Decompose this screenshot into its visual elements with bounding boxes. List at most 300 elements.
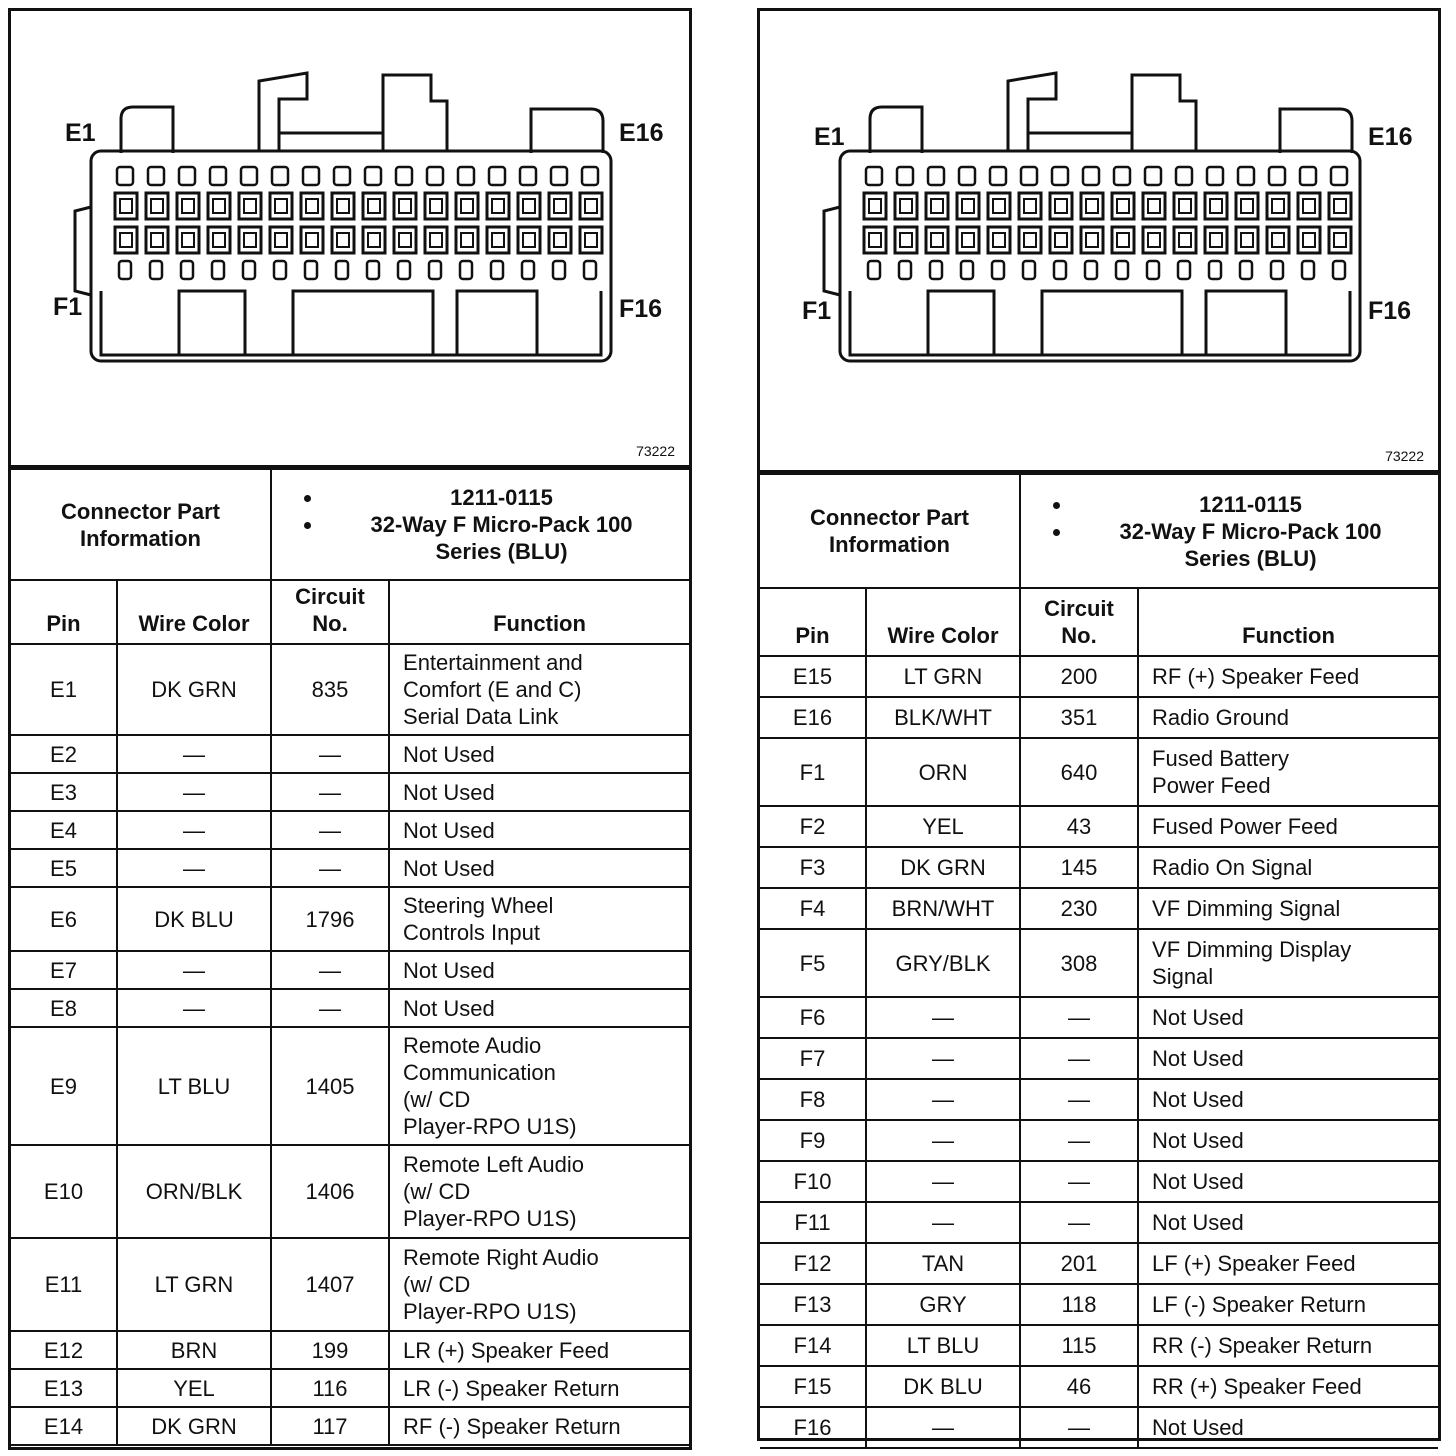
function-line: (w/ CD [403,1272,471,1297]
terminal-cavity-e [1267,193,1289,219]
function-cell [1138,1366,1438,1407]
connector-face-drawing [760,11,1438,470]
terminal-pin-e [120,199,132,213]
wire-color-cell: LT GRN [866,656,1020,697]
pin-cell: F7 [760,1038,866,1079]
terminal-latch-bottom [1054,261,1066,279]
wire-color-cell: DK BLU [866,1366,1020,1407]
circuit-cell: 43 [1020,806,1138,847]
connector-diagram [760,11,1438,473]
terminal-cavity-e [239,193,261,219]
wire-color-cell: — [117,951,271,989]
terminal-cavity-f [301,227,323,253]
pin-row [11,887,689,951]
pin-row [760,1284,1438,1325]
wire-color-cell: DK GRN [117,644,271,735]
terminal-latch-bottom [992,261,1004,279]
terminal-latch-top [272,167,288,185]
circuit-cell: 1406 [271,1145,389,1238]
header-row [11,580,689,644]
terminal-pin-f [213,233,225,247]
function-line: Not Used [1152,1128,1244,1153]
body-inner-outline [850,291,1350,355]
circuit-cell: — [1020,997,1138,1038]
pin-cell: E9 [11,1027,117,1145]
terminal-latch-bottom [961,261,973,279]
terminal-pin-e [213,199,225,213]
terminal-cavity-f [1081,227,1103,253]
terminal-latch-top [458,167,474,185]
pinout-table [11,468,689,1446]
terminal-pin-f [182,233,194,247]
pin-cell: F1 [760,738,866,806]
wire-color-header: Wire Color [866,588,1020,656]
wire-color-cell: BRN [117,1331,271,1369]
terminal-cavity-f [1329,227,1351,253]
connector-info-value [1020,474,1438,588]
terminal-pin-f [1303,233,1315,247]
terminal-pin-f [993,233,1005,247]
function-cell [389,1407,689,1445]
key-slot-2 [1042,291,1182,355]
terminal-latch-bottom [305,261,317,279]
terminal-pin-f [585,233,597,247]
pin-cell: E2 [11,735,117,773]
terminal-cavity-e [425,193,447,219]
terminal-latch-top [582,167,598,185]
function-cell [389,1238,689,1331]
left-ear [870,107,922,153]
terminal-pin-e [492,199,504,213]
terminal-latch-top [1052,167,1068,185]
terminal-latch-bottom [274,261,286,279]
terminal-pin-f [1241,233,1253,247]
terminal-pin-f [368,233,380,247]
terminal-cavity-f [394,227,416,253]
key-slot-2 [293,291,433,355]
terminal-cavity-f [270,227,292,253]
function-cell [389,1027,689,1145]
body-inner-outline [101,291,601,355]
terminal-pin-f [1334,233,1346,247]
figure-number: 73222 [636,443,675,459]
function-cell [389,989,689,1027]
function-cell [1138,806,1438,847]
terminal-cavity-e [926,193,948,219]
terminal-pin-e [275,199,287,213]
terminal-pin-f [337,233,349,247]
function-cell [1138,1407,1438,1448]
terminal-cavity-f [1050,227,1072,253]
terminal-cavity-e [394,193,416,219]
terminal-latch-bottom [336,261,348,279]
wire-color-cell: GRY/BLK [866,929,1020,997]
function-line: Player-RPO U1S) [403,1299,577,1324]
circuit-cell: 640 [1020,738,1138,806]
wire-color-cell: BLK/WHT [866,697,1020,738]
terminal-cavity-f [115,227,137,253]
terminal-cavity-f [957,227,979,253]
terminal-cavity-f [988,227,1010,253]
function-line: Remote Audio [403,1033,542,1058]
circuit-cell: 117 [271,1407,389,1445]
terminal-latch-top [365,167,381,185]
pin-cell: F16 [760,1407,866,1448]
pin-cell: F15 [760,1366,866,1407]
terminal-pin-f [151,233,163,247]
terminal-cavity-f [895,227,917,253]
function-line: Player-RPO U1S) [403,1206,577,1231]
pin-row [11,1331,689,1369]
circuit-cell: 201 [1020,1243,1138,1284]
terminal-cavity-f [239,227,261,253]
circuit-cell: — [1020,1120,1138,1161]
function-cell [1138,738,1438,806]
terminal-pin-e [1303,199,1315,213]
circuit-cell: 1407 [271,1238,389,1331]
key-slot-1 [928,291,994,355]
terminal-cavity-e [957,193,979,219]
circuit-cell: — [271,811,389,849]
function-line: Radio Ground [1152,705,1289,730]
pin-row [760,656,1438,697]
terminal-pin-f [430,233,442,247]
circuit-header: Circuit No. [1020,588,1138,656]
terminal-pin-e [993,199,1005,213]
terminal-pin-f [962,233,974,247]
terminal-cavity-f [1143,227,1165,253]
function-cell [1138,1161,1438,1202]
function-line: Fused Battery [1152,746,1289,771]
terminal-pin-e [1210,199,1222,213]
terminal-pin-f [1024,233,1036,247]
function-cell [1138,1325,1438,1366]
terminal-latch-top [1238,167,1254,185]
circuit-cell: — [1020,1202,1138,1243]
terminal-pin-e [1024,199,1036,213]
function-line: RR (+) Speaker Feed [1152,1374,1362,1399]
terminal-pin-f [1086,233,1098,247]
terminal-latch-top [148,167,164,185]
terminal-latch-bottom [1147,261,1159,279]
function-line: Signal [1152,964,1214,989]
function-line: Comfort (E and C) [403,677,582,702]
terminal-latch-bottom [584,261,596,279]
wire-color-header: Wire Color [117,580,271,644]
terminal-cavity-f [1019,227,1041,253]
pin-row [760,1325,1438,1366]
terminal-latch-bottom [868,261,880,279]
terminal-cavity-f [177,227,199,253]
wire-color-cell: LT BLU [866,1325,1020,1366]
circuit-cell: 116 [271,1369,389,1407]
circuit-cell: 145 [1020,847,1138,888]
terminal-cavity-e [549,193,571,219]
terminal-pin-e [1148,199,1160,213]
terminal-cavity-e [115,193,137,219]
wire-color-cell: — [866,1407,1020,1448]
function-cell [1138,847,1438,888]
pin-row [11,951,689,989]
function-line: Controls Input [403,920,540,945]
connector-info-value [271,469,689,580]
circuit-cell: 351 [1020,697,1138,738]
terminal-cavity-e [1205,193,1227,219]
terminal-latch-top [1083,167,1099,185]
terminal-latch-top [1145,167,1161,185]
terminal-latch-top [520,167,536,185]
pin-row [760,738,1438,806]
pin-label-e16: E16 [619,119,664,147]
function-line: VF Dimming Signal [1152,896,1341,921]
function-line: Not Used [1152,1046,1244,1071]
function-line: LF (-) Speaker Return [1152,1292,1366,1317]
pin-label-f16: F16 [619,295,663,323]
pin-label-e1: E1 [814,123,845,151]
function-cell [389,644,689,735]
terminal-cavity-e [146,193,168,219]
circuit-cell: 118 [1020,1284,1138,1325]
pin-cell: F4 [760,888,866,929]
terminal-latch-bottom [930,261,942,279]
function-line: Not Used [1152,1005,1244,1030]
function-line: Remote Left Audio [403,1152,585,1177]
terminal-latch-bottom [1302,261,1314,279]
terminal-latch-top [897,167,913,185]
function-cell [1138,1038,1438,1079]
wire-color-cell: ORN [866,738,1020,806]
circuit-cell: — [1020,1407,1138,1448]
terminal-cavity-e [1112,193,1134,219]
terminal-pin-e [244,199,256,213]
terminal-latch-bottom [1116,261,1128,279]
wire-color-cell: LT GRN [117,1238,271,1331]
terminal-latch-top [928,167,944,185]
pinout-table [760,473,1438,1449]
circuit-cell: 46 [1020,1366,1138,1407]
pin-row [760,1407,1438,1448]
terminal-latch-bottom [181,261,193,279]
terminal-latch-bottom [899,261,911,279]
circuit-cell: — [1020,1079,1138,1120]
terminal-pin-f [1148,233,1160,247]
function-cell [1138,1120,1438,1161]
function-line: Not Used [403,957,495,983]
pin-label-e1: E1 [65,119,96,147]
pin-row [760,888,1438,929]
pin-cell: F6 [760,997,866,1038]
pin-cell: F10 [760,1161,866,1202]
terminal-pin-e [1179,199,1191,213]
header-row [760,588,1438,656]
terminal-latch-bottom [1023,261,1035,279]
terminal-latch-top [210,167,226,185]
pin-header: Pin [760,588,866,656]
circuit-cell: — [1020,1038,1138,1079]
terminal-cavity-e [487,193,509,219]
figure-number: 73222 [1385,448,1424,464]
terminal-latch-top [241,167,257,185]
terminal-pin-e [523,199,535,213]
terminal-latch-bottom [1333,261,1345,279]
left-connector-panel [8,8,692,1450]
circuit-cell: 835 [271,644,389,735]
wire-color-cell: TAN [866,1243,1020,1284]
terminal-cavity-f [1112,227,1134,253]
function-line: LR (-) Speaker Return [403,1375,620,1401]
terminal-latch-top [1269,167,1285,185]
function-line: Steering Wheel [403,893,554,918]
terminal-latch-top [1114,167,1130,185]
circuit-cell: — [271,773,389,811]
terminal-pin-f [1055,233,1067,247]
function-line: Player-RPO U1S) [403,1114,577,1139]
terminal-latch-top [427,167,443,185]
pin-row [760,997,1438,1038]
pin-label-e16: E16 [1368,123,1413,151]
terminal-cavity-f [363,227,385,253]
terminal-pin-f [461,233,473,247]
terminal-cavity-f [425,227,447,253]
terminal-latch-top [1331,167,1347,185]
terminal-pin-e [585,199,597,213]
terminal-latch-top [1021,167,1037,185]
terminal-latch-top [1300,167,1316,185]
function-line: Communication [403,1060,556,1085]
wire-color-cell: — [117,811,271,849]
terminal-cavity-f [1174,227,1196,253]
terminal-cavity-e [1050,193,1072,219]
function-cell [389,887,689,951]
pin-row [11,773,689,811]
terminal-latch-bottom [1240,261,1252,279]
left-side-tab [824,207,840,295]
terminal-pin-f [1179,233,1191,247]
pin-row [11,1238,689,1331]
function-cell [389,811,689,849]
key-slot-3 [1206,291,1286,355]
right-ear [1280,109,1352,153]
function-line: VF Dimming Display [1152,937,1352,962]
terminal-pin-f [275,233,287,247]
circuit-header: Circuit No. [271,580,389,644]
terminal-pin-e [182,199,194,213]
terminal-pin-e [1272,199,1284,213]
pin-cell: E16 [760,697,866,738]
circuit-cell: 200 [1020,656,1138,697]
pin-row [760,697,1438,738]
pin-row [11,811,689,849]
circuit-cell: 308 [1020,929,1138,997]
wire-color-cell: YEL [117,1369,271,1407]
terminal-pin-f [554,233,566,247]
terminal-latch-top [396,167,412,185]
terminal-latch-bottom [1178,261,1190,279]
terminal-cavity-e [270,193,292,219]
terminal-pin-f [120,233,132,247]
terminal-pin-e [931,199,943,213]
terminal-cavity-e [332,193,354,219]
pin-row [760,1079,1438,1120]
terminal-cavity-f [487,227,509,253]
pin-row [11,1145,689,1238]
terminal-latch-bottom [460,261,472,279]
terminal-cavity-e [456,193,478,219]
pin-cell: F13 [760,1284,866,1325]
wire-color-cell: ORN/BLK [117,1145,271,1238]
pin-row [760,929,1438,997]
circuit-cell: — [271,735,389,773]
pin-cell: E14 [11,1407,117,1445]
terminal-pin-e [900,199,912,213]
terminal-cavity-f [549,227,571,253]
terminal-pin-f [523,233,535,247]
circuit-cell: 115 [1020,1325,1138,1366]
function-cell [1138,697,1438,738]
function-cell [1138,929,1438,997]
function-cell [1138,1284,1438,1325]
left-side-tab [75,207,91,295]
terminal-cavity-f [1298,227,1320,253]
terminal-cavity-e [301,193,323,219]
terminal-pin-e [1334,199,1346,213]
wire-color-cell: — [866,1202,1020,1243]
pin-cell: F3 [760,847,866,888]
terminal-latch-bottom [1085,261,1097,279]
connector-info-row [760,474,1438,588]
terminal-cavity-e [1081,193,1103,219]
terminal-latch-top [303,167,319,185]
pin-cell: F5 [760,929,866,997]
function-cell [389,1331,689,1369]
terminal-cavity-e [208,193,230,219]
function-line: Not Used [403,779,495,805]
pin-row [760,1202,1438,1243]
terminal-pin-f [1272,233,1284,247]
wire-color-cell: — [866,997,1020,1038]
terminal-cavity-e [895,193,917,219]
circuit-cell: — [1020,1161,1138,1202]
connector-description: • 32-Way F Micro-Pack 100 Series (BLU) [1073,518,1428,572]
function-cell [1138,888,1438,929]
terminal-pin-f [492,233,504,247]
latch-right-post [383,75,447,151]
terminal-pin-e [368,199,380,213]
function-line: Not Used [403,817,495,843]
wire-color-cell: — [117,735,271,773]
wire-color-cell: DK GRN [117,1407,271,1445]
terminal-cavity-f [864,227,886,253]
right-ear [531,109,603,153]
function-line: (w/ CD [403,1179,471,1204]
circuit-cell: — [271,849,389,887]
pin-row [760,806,1438,847]
terminal-cavity-e [1143,193,1165,219]
function-line: Not Used [1152,1415,1244,1440]
part-number: • 1211-0115 [324,484,679,511]
terminal-cavity-e [1019,193,1041,219]
terminal-latch-bottom [212,261,224,279]
circuit-cell: — [271,989,389,1027]
function-cell [389,1145,689,1238]
function-line: Not Used [403,741,495,767]
key-slot-3 [457,291,537,355]
terminal-latch-top [959,167,975,185]
pin-cell: E10 [11,1145,117,1238]
pin-cell: E3 [11,773,117,811]
function-cell [389,849,689,887]
circuit-cell: 199 [271,1331,389,1369]
